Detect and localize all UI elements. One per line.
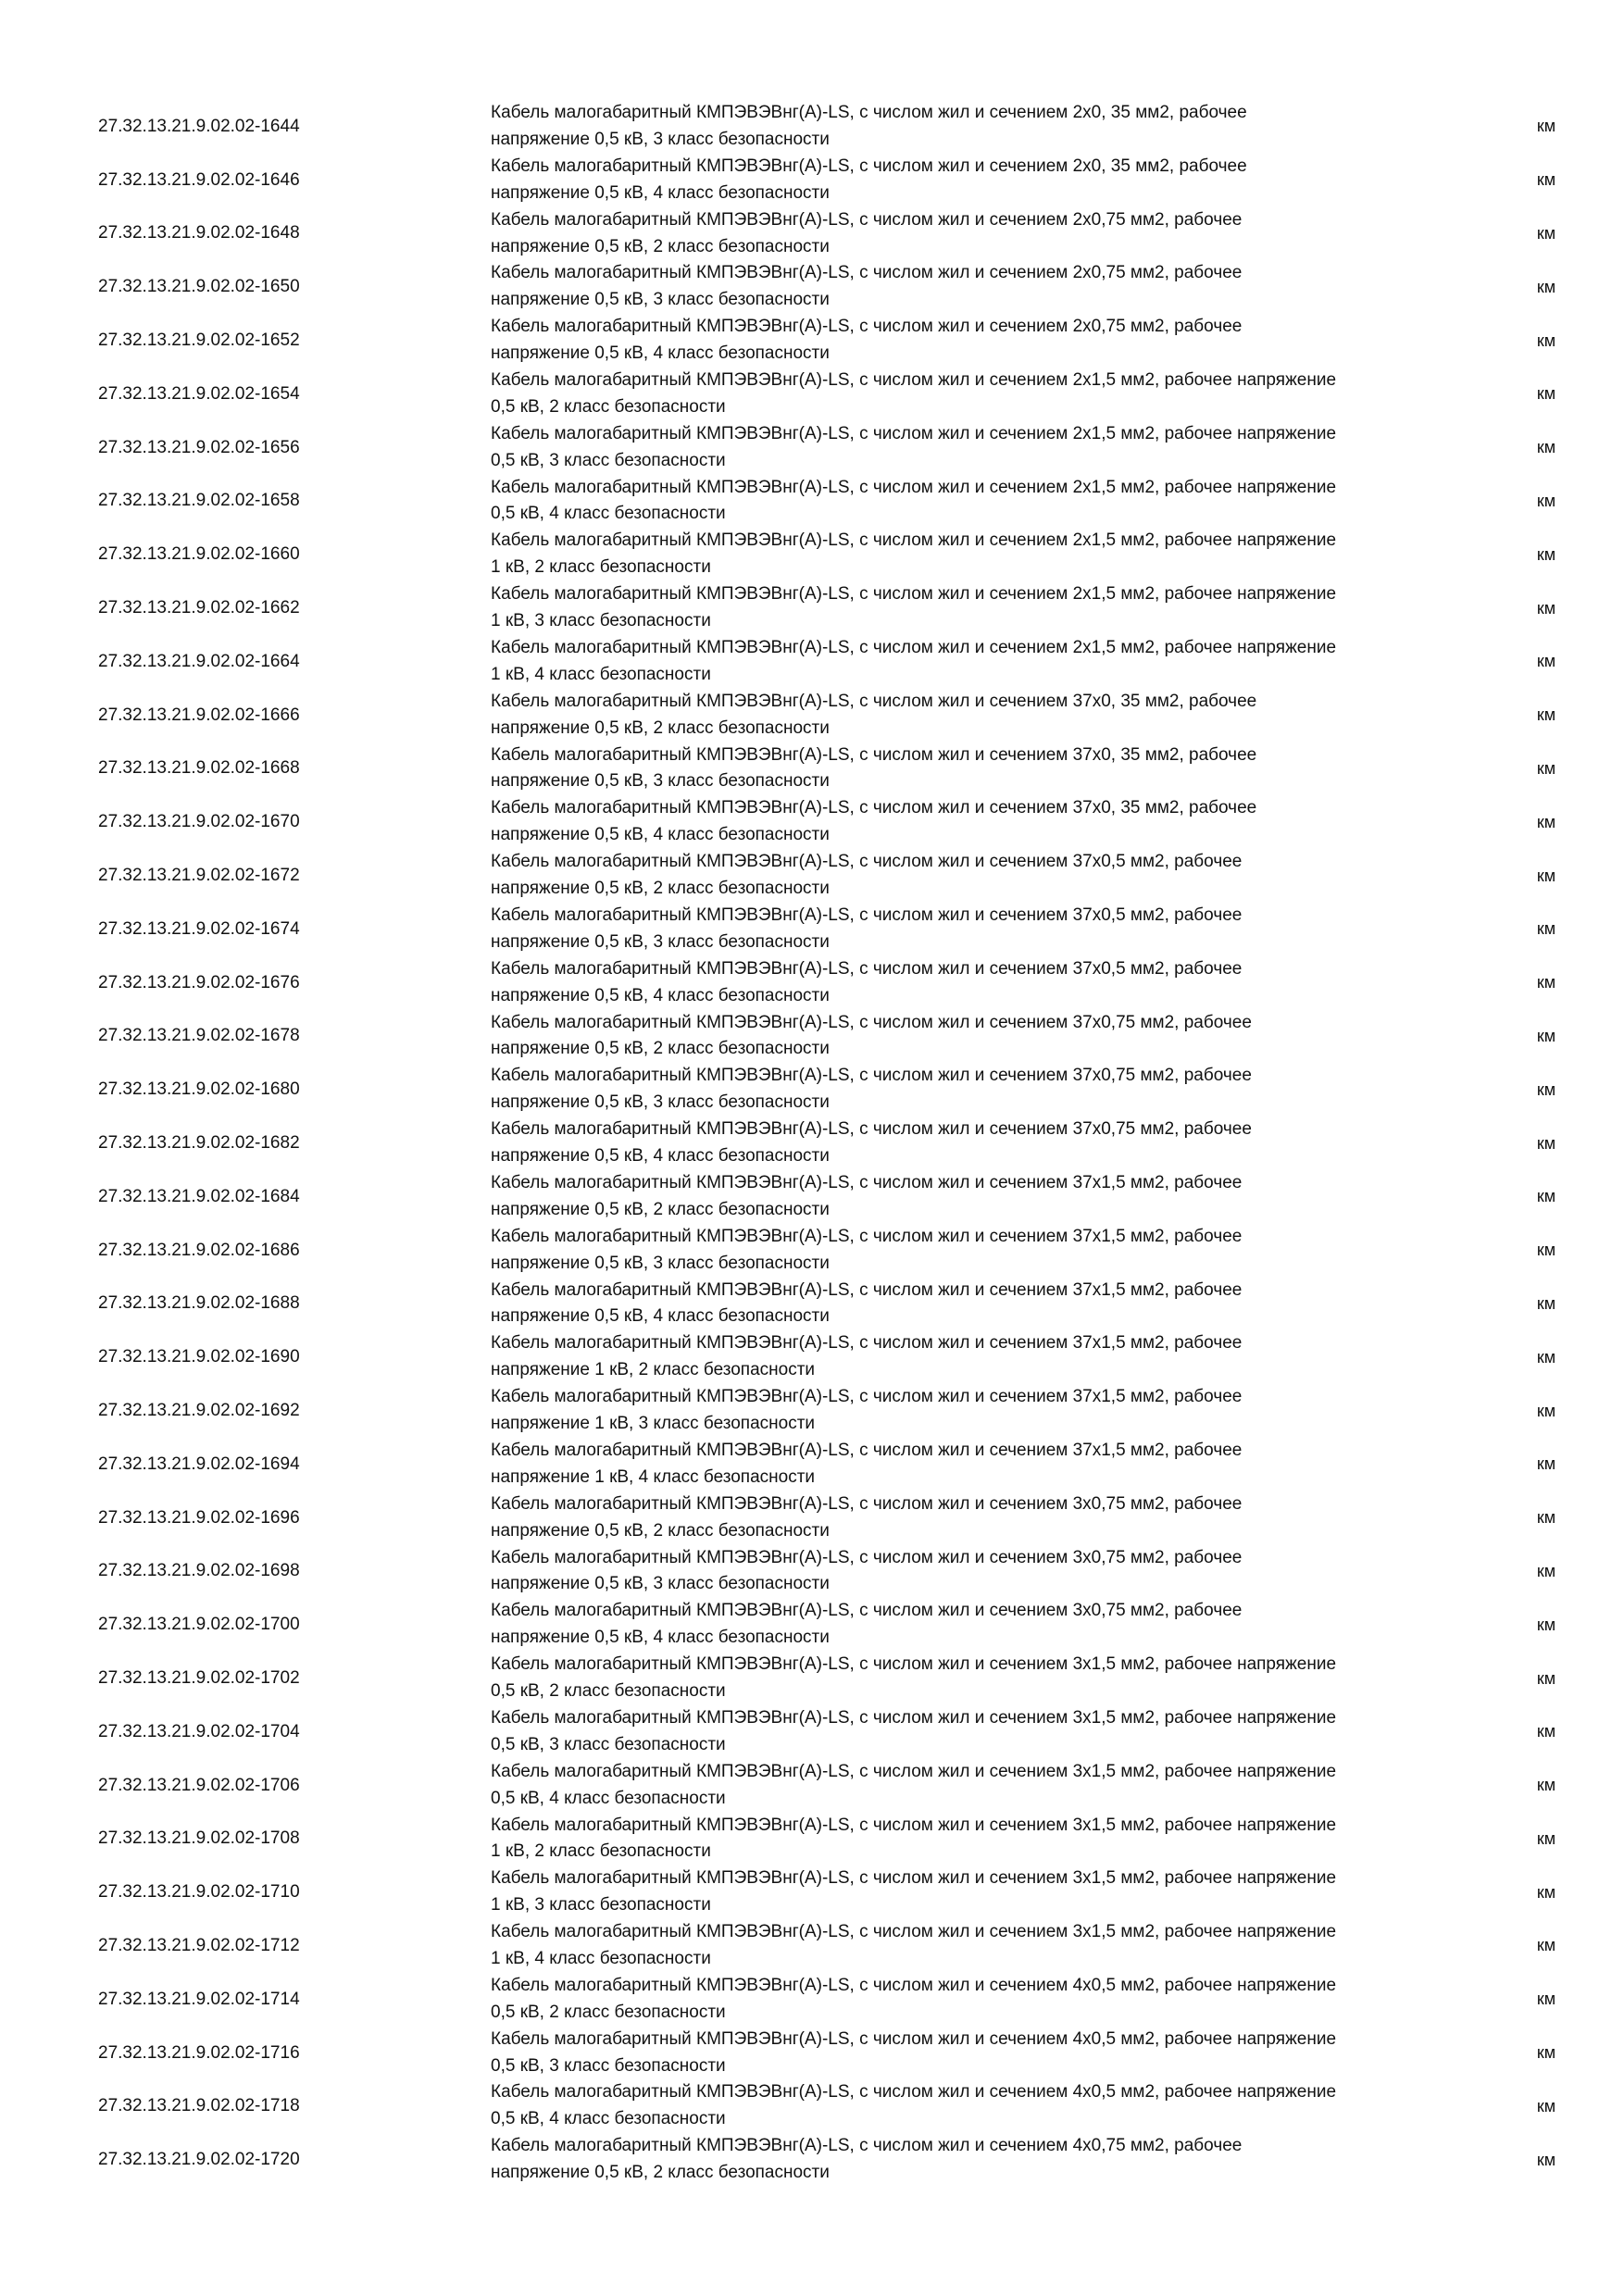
- item-description-line-1: Кабель малогабаритный КМПЭВЭВнг(А)-LS, с числом жил и сечением 2х1,5 мм2, рабочее напряжение: [491, 423, 1337, 443]
- item-unit: км: [1536, 705, 1556, 725]
- item-description-line-2: 1 кВ, 3 класс безопасности: [491, 1895, 711, 1915]
- item-description-line-1: Кабель малогабаритный КМПЭВЭВнг(А)-LS, с числом жил и сечением 37х1,5 мм2, рабочее: [491, 1279, 1243, 1300]
- item-code: 27.32.13.21.9.02.02-1712: [98, 1935, 300, 1955]
- item-description: [491, 1170, 1463, 1224]
- item-description-line-2: напряжение 0,5 кВ, 3 класс безопасности: [491, 290, 830, 310]
- item-description-line-2: напряжение 0,5 кВ, 4 класс безопасности: [491, 1146, 830, 1167]
- item-code: 27.32.13.21.9.02.02-1676: [98, 972, 300, 992]
- item-description-line-1: Кабель малогабаритный КМПЭВЭВнг(А)-LS, с числом жил и сечением 37х0,5 мм2, рабочее: [491, 852, 1243, 872]
- item-unit: км: [1536, 598, 1556, 618]
- item-unit: км: [1536, 1347, 1556, 1366]
- table-row: [0, 1010, 1624, 1064]
- item-description: [491, 528, 1463, 581]
- item-unit: км: [1536, 1293, 1556, 1313]
- item-unit: км: [1536, 1668, 1556, 1688]
- item-unit: км: [1536, 1401, 1556, 1420]
- item-description-line-2: 0,5 кВ, 3 класс безопасности: [491, 450, 726, 470]
- item-code: 27.32.13.21.9.02.02-1664: [98, 651, 300, 671]
- item-unit: км: [1536, 170, 1556, 190]
- table-row: [0, 1919, 1624, 1973]
- item-unit: км: [1536, 866, 1556, 885]
- item-description: [491, 1759, 1463, 1813]
- item-description: [491, 1705, 1463, 1759]
- item-unit: км: [1536, 973, 1556, 992]
- table-row: [0, 475, 1624, 529]
- item-description-line-1: Кабель малогабаритный КМПЭВЭВнг(А)-LS, с числом жил и сечением 37х1,5 мм2, рабочее: [491, 1387, 1243, 1407]
- item-code: 27.32.13.21.9.02.02-1704: [98, 1721, 300, 1741]
- item-code: 27.32.13.21.9.02.02-1680: [98, 1079, 300, 1100]
- item-description: [491, 368, 1463, 421]
- item-unit: км: [1536, 758, 1556, 778]
- item-description-line-2: напряжение 0,5 кВ, 3 класс безопасности: [491, 1253, 830, 1273]
- table-row: [0, 2133, 1624, 2187]
- item-description-line-2: напряжение 0,5 кВ, 2 класс безопасности: [491, 236, 830, 256]
- item-description-line-2: напряжение 0,5 кВ, 4 класс безопасности: [491, 985, 830, 1005]
- item-description: [491, 1813, 1463, 1866]
- table-row: [0, 1973, 1624, 2027]
- item-description: [491, 956, 1463, 1010]
- item-description-line-2: напряжение 1 кВ, 2 класс безопасности: [491, 1360, 816, 1380]
- item-description-line-2: напряжение 1 кВ, 4 класс безопасности: [491, 1466, 816, 1487]
- item-description-line-2: напряжение 0,5 кВ, 4 класс безопасности: [491, 1628, 830, 1648]
- item-description-line-1: Кабель малогабаритный КМПЭВЭВнг(А)-LS, с числом жил и сечением 2х0, 35 мм2, рабочее: [491, 156, 1247, 176]
- item-unit: км: [1536, 223, 1556, 243]
- table-row: [0, 1759, 1624, 1813]
- item-code: 27.32.13.21.9.02.02-1710: [98, 1882, 300, 1903]
- item-description-line-1: Кабель малогабаритный КМПЭВЭВнг(А)-LS, с числом жил и сечением 37х1,5 мм2, рабочее: [491, 1226, 1243, 1246]
- item-description: [491, 742, 1463, 796]
- item-unit: км: [1536, 1615, 1556, 1634]
- item-code: 27.32.13.21.9.02.02-1690: [98, 1347, 300, 1367]
- table-row: [0, 1652, 1624, 1705]
- item-unit: км: [1536, 1026, 1556, 1045]
- item-description: [491, 475, 1463, 529]
- item-description: [491, 795, 1463, 849]
- table-row: [0, 2079, 1624, 2133]
- item-description-line-1: Кабель малогабаритный КМПЭВЭВнг(А)-LS, с числом жил и сечением 2х0,75 мм2, рабочее: [491, 209, 1243, 230]
- table-row: [0, 1813, 1624, 1866]
- item-description: [491, 1278, 1463, 1331]
- item-code: 27.32.13.21.9.02.02-1666: [98, 705, 300, 725]
- item-description: [491, 421, 1463, 475]
- item-unit: км: [1536, 1508, 1556, 1528]
- table-row: [0, 1278, 1624, 1331]
- item-description: [491, 1438, 1463, 1491]
- table-row: [0, 154, 1624, 207]
- item-description: [491, 207, 1463, 261]
- item-code: 27.32.13.21.9.02.02-1672: [98, 866, 300, 886]
- item-description: [491, 100, 1463, 154]
- item-description: [491, 581, 1463, 635]
- item-description-line-2: напряжение 0,5 кВ, 2 класс безопасности: [491, 879, 830, 899]
- item-description-line-2: 0,5 кВ, 3 класс безопасности: [491, 2055, 726, 2076]
- item-description-line-2: 0,5 кВ, 4 класс безопасности: [491, 504, 726, 524]
- item-code: 27.32.13.21.9.02.02-1660: [98, 544, 300, 565]
- table-row: [0, 1063, 1624, 1117]
- item-code: 27.32.13.21.9.02.02-1678: [98, 1026, 300, 1046]
- item-description-line-2: 1 кВ, 4 класс безопасности: [491, 664, 711, 684]
- item-description: [491, 1866, 1463, 1919]
- item-description: [491, 2027, 1463, 2080]
- item-description-line-2: напряжение 0,5 кВ, 3 класс безопасности: [491, 1574, 830, 1594]
- item-description-line-1: Кабель малогабаритный КМПЭВЭВнг(А)-LS, с числом жил и сечением 37х0,75 мм2, рабочее: [491, 1119, 1252, 1140]
- item-description-line-1: Кабель малогабаритный КМПЭВЭВнг(А)-LS, с числом жил и сечением 37х0,5 мм2, рабочее: [491, 958, 1243, 979]
- table-row: [0, 1491, 1624, 1545]
- table-row: [0, 903, 1624, 956]
- item-description-line-1: Кабель малогабаритный КМПЭВЭВнг(А)-LS, с числом жил и сечением 3х1,5 мм2, рабочее напряжение: [491, 1868, 1337, 1889]
- item-description: [491, 1117, 1463, 1170]
- item-description-line-1: Кабель малогабаритный КМПЭВЭВнг(А)-LS, с числом жил и сечением 2х1,5 мм2, рабочее напряжение: [491, 477, 1337, 497]
- item-code: 27.32.13.21.9.02.02-1650: [98, 277, 300, 297]
- item-unit: км: [1536, 1936, 1556, 1955]
- item-description-line-1: Кабель малогабаритный КМПЭВЭВнг(А)-LS, с числом жил и сечением 2х1,5 мм2, рабочее напряжение: [491, 369, 1337, 390]
- item-code: 27.32.13.21.9.02.02-1682: [98, 1133, 300, 1154]
- item-description-line-1: Кабель малогабаритный КМПЭВЭВнг(А)-LS, с числом жил и сечением 2х1,5 мм2, рабочее напряжение: [491, 530, 1337, 551]
- item-description-line-1: Кабель малогабаритный КМПЭВЭВнг(А)-LS, с числом жил и сечением 3х1,5 мм2, рабочее напряжение: [491, 1815, 1337, 1835]
- item-unit: км: [1536, 1187, 1556, 1206]
- table-row: [0, 1330, 1624, 1384]
- item-description-line-1: Кабель малогабаритный КМПЭВЭВнг(А)-LS, с числом жил и сечением 37х0, 35 мм2, рабочее: [491, 798, 1257, 818]
- item-unit: км: [1536, 544, 1556, 564]
- item-unit: км: [1536, 438, 1556, 457]
- table-row: [0, 849, 1624, 903]
- table-row: [0, 207, 1624, 261]
- item-description: [491, 314, 1463, 368]
- item-code: 27.32.13.21.9.02.02-1708: [98, 1828, 300, 1849]
- item-unit: км: [1536, 384, 1556, 404]
- item-description-line-1: Кабель малогабаритный КМПЭВЭВнг(А)-LS, с числом жил и сечением 37х0, 35 мм2, рабочее: [491, 691, 1257, 711]
- item-unit: км: [1536, 331, 1556, 350]
- item-description-line-1: Кабель малогабаритный КМПЭВЭВнг(А)-LS, с числом жил и сечением 37х1,5 мм2, рабочее: [491, 1172, 1243, 1192]
- item-code: 27.32.13.21.9.02.02-1692: [98, 1401, 300, 1421]
- table-row: [0, 689, 1624, 742]
- item-unit: км: [1536, 1454, 1556, 1474]
- item-code: 27.32.13.21.9.02.02-1684: [98, 1186, 300, 1206]
- table-row: [0, 1117, 1624, 1170]
- table-row: [0, 1170, 1624, 1224]
- item-code: 27.32.13.21.9.02.02-1700: [98, 1615, 300, 1635]
- item-description-line-1: Кабель малогабаритный КМПЭВЭВнг(А)-LS, с числом жил и сечением 37х1,5 мм2, рабочее: [491, 1440, 1243, 1460]
- table-row: [0, 581, 1624, 635]
- item-code: 27.32.13.21.9.02.02-1702: [98, 1668, 300, 1688]
- item-description-line-1: Кабель малогабаритный КМПЭВЭВнг(А)-LS, с числом жил и сечением 2х1,5 мм2, рабочее напряжение: [491, 637, 1337, 657]
- item-description: [491, 154, 1463, 207]
- item-description: [491, 1010, 1463, 1064]
- item-description-line-1: Кабель малогабаритный КМПЭВЭВнг(А)-LS, с числом жил и сечением 2х1,5 мм2, рабочее напряжение: [491, 584, 1337, 605]
- item-description-line-1: Кабель малогабаритный КМПЭВЭВнг(А)-LS, с числом жил и сечением 2х0,75 мм2, рабочее: [491, 317, 1243, 337]
- item-description: [491, 903, 1463, 956]
- table-row: [0, 368, 1624, 421]
- item-description: [491, 1063, 1463, 1117]
- item-code: 27.32.13.21.9.02.02-1688: [98, 1293, 300, 1314]
- item-description-line-2: 0,5 кВ, 4 класс безопасности: [491, 1788, 726, 1808]
- item-description-line-2: напряжение 0,5 кВ, 2 класс безопасности: [491, 2163, 830, 2183]
- table-row: [0, 1866, 1624, 1919]
- item-description: [491, 1330, 1463, 1384]
- item-description: [491, 1224, 1463, 1278]
- item-code: 27.32.13.21.9.02.02-1670: [98, 812, 300, 832]
- item-description-line-1: Кабель малогабаритный КМПЭВЭВнг(А)-LS, с числом жил и сечением 4х0,75 мм2, рабочее: [491, 2136, 1243, 2156]
- item-code: 27.32.13.21.9.02.02-1720: [98, 2150, 300, 2170]
- item-code: 27.32.13.21.9.02.02-1658: [98, 491, 300, 511]
- item-description: [491, 1491, 1463, 1545]
- item-unit: км: [1536, 2150, 1556, 2169]
- item-description: [491, 689, 1463, 742]
- table-row: [0, 956, 1624, 1010]
- item-code: 27.32.13.21.9.02.02-1654: [98, 383, 300, 404]
- item-description-line-2: 1 кВ, 4 класс безопасности: [491, 1949, 711, 1968]
- item-description-line-2: 0,5 кВ, 3 класс безопасности: [491, 1734, 726, 1754]
- item-unit: км: [1536, 277, 1556, 296]
- item-unit: км: [1536, 1722, 1556, 1741]
- item-description: [491, 2133, 1463, 2187]
- item-code: 27.32.13.21.9.02.02-1718: [98, 2096, 300, 2116]
- table-row: [0, 314, 1624, 368]
- item-code: 27.32.13.21.9.02.02-1656: [98, 437, 300, 457]
- item-description: [491, 260, 1463, 314]
- item-unit: км: [1536, 652, 1556, 671]
- item-code: 27.32.13.21.9.02.02-1686: [98, 1240, 300, 1260]
- item-code: 27.32.13.21.9.02.02-1662: [98, 598, 300, 618]
- table-row: [0, 1438, 1624, 1491]
- item-description-line-2: 0,5 кВ, 2 класс безопасности: [491, 396, 726, 417]
- item-description-line-1: Кабель малогабаритный КМПЭВЭВнг(А)-LS, с числом жил и сечением 4х0,5 мм2, рабочее напряжение: [491, 1975, 1337, 1995]
- item-description: [491, 1384, 1463, 1438]
- item-code: 27.32.13.21.9.02.02-1652: [98, 331, 300, 351]
- item-description-line-2: напряжение 0,5 кВ, 4 класс безопасности: [491, 825, 830, 845]
- item-code: 27.32.13.21.9.02.02-1674: [98, 918, 300, 939]
- item-description-line-2: 0,5 кВ, 2 класс безопасности: [491, 2002, 726, 2022]
- item-description-line-1: Кабель малогабаритный КМПЭВЭВнг(А)-LS, с числом жил и сечением 3х0,75 мм2, рабочее: [491, 1601, 1243, 1621]
- item-description-line-2: напряжение 0,5 кВ, 3 класс безопасности: [491, 1092, 830, 1113]
- item-description-line-1: Кабель малогабаритный КМПЭВЭВнг(А)-LS, с числом жил и сечением 4х0,5 мм2, рабочее напряжение: [491, 2082, 1337, 2103]
- table-row: [0, 795, 1624, 849]
- item-description-line-2: напряжение 0,5 кВ, 2 класс безопасности: [491, 718, 830, 738]
- table-row: [0, 1598, 1624, 1652]
- item-description: [491, 849, 1463, 903]
- item-description-line-1: Кабель малогабаритный КМПЭВЭВнг(А)-LS, с числом жил и сечением 2х0,75 мм2, рабочее: [491, 263, 1243, 283]
- table-row: [0, 528, 1624, 581]
- item-description-line-1: Кабель малогабаритный КМПЭВЭВнг(А)-LS, с числом жил и сечением 2х0, 35 мм2, рабочее: [491, 103, 1247, 122]
- table-row: [0, 742, 1624, 796]
- item-unit: км: [1536, 1133, 1556, 1153]
- item-description-line-1: Кабель малогабаритный КМПЭВЭВнг(А)-LS, с числом жил и сечением 3х1,5 мм2, рабочее напряжение: [491, 1761, 1337, 1781]
- item-code: 27.32.13.21.9.02.02-1714: [98, 1989, 300, 2009]
- item-unit: км: [1536, 117, 1556, 136]
- item-description-line-1: Кабель малогабаритный КМПЭВЭВнг(А)-LS, с числом жил и сечением 37х0,5 мм2, рабочее: [491, 905, 1243, 925]
- item-description: [491, 1598, 1463, 1652]
- item-description-line-1: Кабель малогабаритный КМПЭВЭВнг(А)-LS, с числом жил и сечением 3х1,5 мм2, рабочее напряжение: [491, 1707, 1337, 1728]
- table-row: [0, 100, 1624, 154]
- item-description-line-2: 1 кВ, 3 класс безопасности: [491, 611, 711, 631]
- item-description: [491, 2079, 1463, 2133]
- table-row: [0, 2027, 1624, 2080]
- item-description-line-1: Кабель малогабаритный КМПЭВЭВнг(А)-LS, с числом жил и сечением 3х1,5 мм2, рабочее напряжение: [491, 1654, 1337, 1675]
- item-description-line-2: напряжение 0,5 кВ, 3 класс безопасности: [491, 129, 830, 149]
- item-code: 27.32.13.21.9.02.02-1668: [98, 758, 300, 779]
- item-unit: км: [1536, 2043, 1556, 2063]
- item-unit: км: [1536, 812, 1556, 831]
- item-description-line-1: Кабель малогабаритный КМПЭВЭВнг(А)-LS, с числом жил и сечением 3х0,75 мм2, рабочее: [491, 1493, 1243, 1514]
- item-description: [491, 1545, 1463, 1599]
- item-code: 27.32.13.21.9.02.02-1698: [98, 1561, 300, 1581]
- item-description-line-2: напряжение 0,5 кВ, 2 класс безопасности: [491, 1520, 830, 1541]
- item-description-line-2: напряжение 0,5 кВ, 4 класс безопасности: [491, 182, 830, 203]
- item-unit: км: [1536, 1561, 1556, 1580]
- item-description-line-2: напряжение 0,5 кВ, 4 класс безопасности: [491, 343, 830, 364]
- item-description-line-2: напряжение 1 кВ, 3 класс безопасности: [491, 1414, 816, 1434]
- item-description: [491, 1652, 1463, 1705]
- table-row: [0, 1384, 1624, 1438]
- item-description-line-2: напряжение 0,5 кВ, 3 класс безопасности: [491, 931, 830, 952]
- item-description-line-2: 1 кВ, 2 класс безопасности: [491, 1841, 711, 1862]
- item-unit: км: [1536, 491, 1556, 510]
- item-code: 27.32.13.21.9.02.02-1646: [98, 169, 300, 190]
- table-row: [0, 635, 1624, 689]
- item-description-line-1: Кабель малогабаритный КМПЭВЭВнг(А)-LS, с числом жил и сечением 37х1,5 мм2, рабочее: [491, 1333, 1243, 1354]
- item-code: 27.32.13.21.9.02.02-1716: [98, 2042, 300, 2063]
- item-description-line-1: Кабель малогабаритный КМПЭВЭВнг(А)-LS, с числом жил и сечением 4х0,5 мм2, рабочее напряжение: [491, 2028, 1337, 2049]
- item-unit: км: [1536, 1241, 1556, 1260]
- item-description-line-2: 0,5 кВ, 2 класс безопасности: [491, 1681, 726, 1702]
- item-description-line-2: напряжение 0,5 кВ, 4 класс безопасности: [491, 1306, 830, 1327]
- item-description-line-1: Кабель малогабаритный КМПЭВЭВнг(А)-LS, с числом жил и сечением 37х0,75 мм2, рабочее: [491, 1066, 1252, 1086]
- table-row: [0, 1705, 1624, 1759]
- item-description-line-2: напряжение 0,5 кВ, 2 класс безопасности: [491, 1039, 830, 1059]
- item-code: 27.32.13.21.9.02.02-1648: [98, 223, 300, 243]
- item-description: [491, 635, 1463, 689]
- item-description-line-1: Кабель малогабаритный КМПЭВЭВнг(А)-LS, с числом жил и сечением 3х0,75 мм2, рабочее: [491, 1547, 1243, 1567]
- item-code: 27.32.13.21.9.02.02-1696: [98, 1507, 300, 1528]
- table-row: [0, 421, 1624, 475]
- table-row: [0, 1545, 1624, 1599]
- item-unit: км: [1536, 1079, 1556, 1099]
- price-list-table: [0, 100, 1624, 2187]
- item-description-line-1: Кабель малогабаритный КМПЭВЭВнг(А)-LS, с числом жил и сечением 37х0, 35 мм2, рабочее: [491, 744, 1257, 765]
- item-description-line-2: напряжение 0,5 кВ, 2 класс безопасности: [491, 1199, 830, 1219]
- item-code: 27.32.13.21.9.02.02-1694: [98, 1454, 300, 1474]
- item-description-line-2: 0,5 кВ, 4 класс безопасности: [491, 2109, 726, 2129]
- table-row: [0, 1224, 1624, 1278]
- item-unit: км: [1536, 2096, 1556, 2115]
- item-code: 27.32.13.21.9.02.02-1644: [98, 116, 300, 136]
- item-unit: км: [1536, 1828, 1556, 1848]
- item-unit: км: [1536, 1990, 1556, 2009]
- item-unit: км: [1536, 1882, 1556, 1902]
- item-unit: км: [1536, 919, 1556, 939]
- item-unit: км: [1536, 1776, 1556, 1795]
- item-code: 27.32.13.21.9.02.02-1706: [98, 1775, 300, 1795]
- item-description: [491, 1973, 1463, 2027]
- item-description-line-2: 1 кВ, 2 класс безопасности: [491, 557, 711, 578]
- item-description-line-1: Кабель малогабаритный КМПЭВЭВнг(А)-LS, с числом жил и сечением 3х1,5 мм2, рабочее напряжение: [491, 1922, 1337, 1942]
- item-description-line-2: напряжение 0,5 кВ, 3 класс безопасности: [491, 771, 830, 792]
- item-description: [491, 1919, 1463, 1973]
- table-row: [0, 260, 1624, 314]
- item-description-line-1: Кабель малогабаритный КМПЭВЭВнг(А)-LS, с числом жил и сечением 37х0,75 мм2, рабочее: [491, 1012, 1252, 1032]
